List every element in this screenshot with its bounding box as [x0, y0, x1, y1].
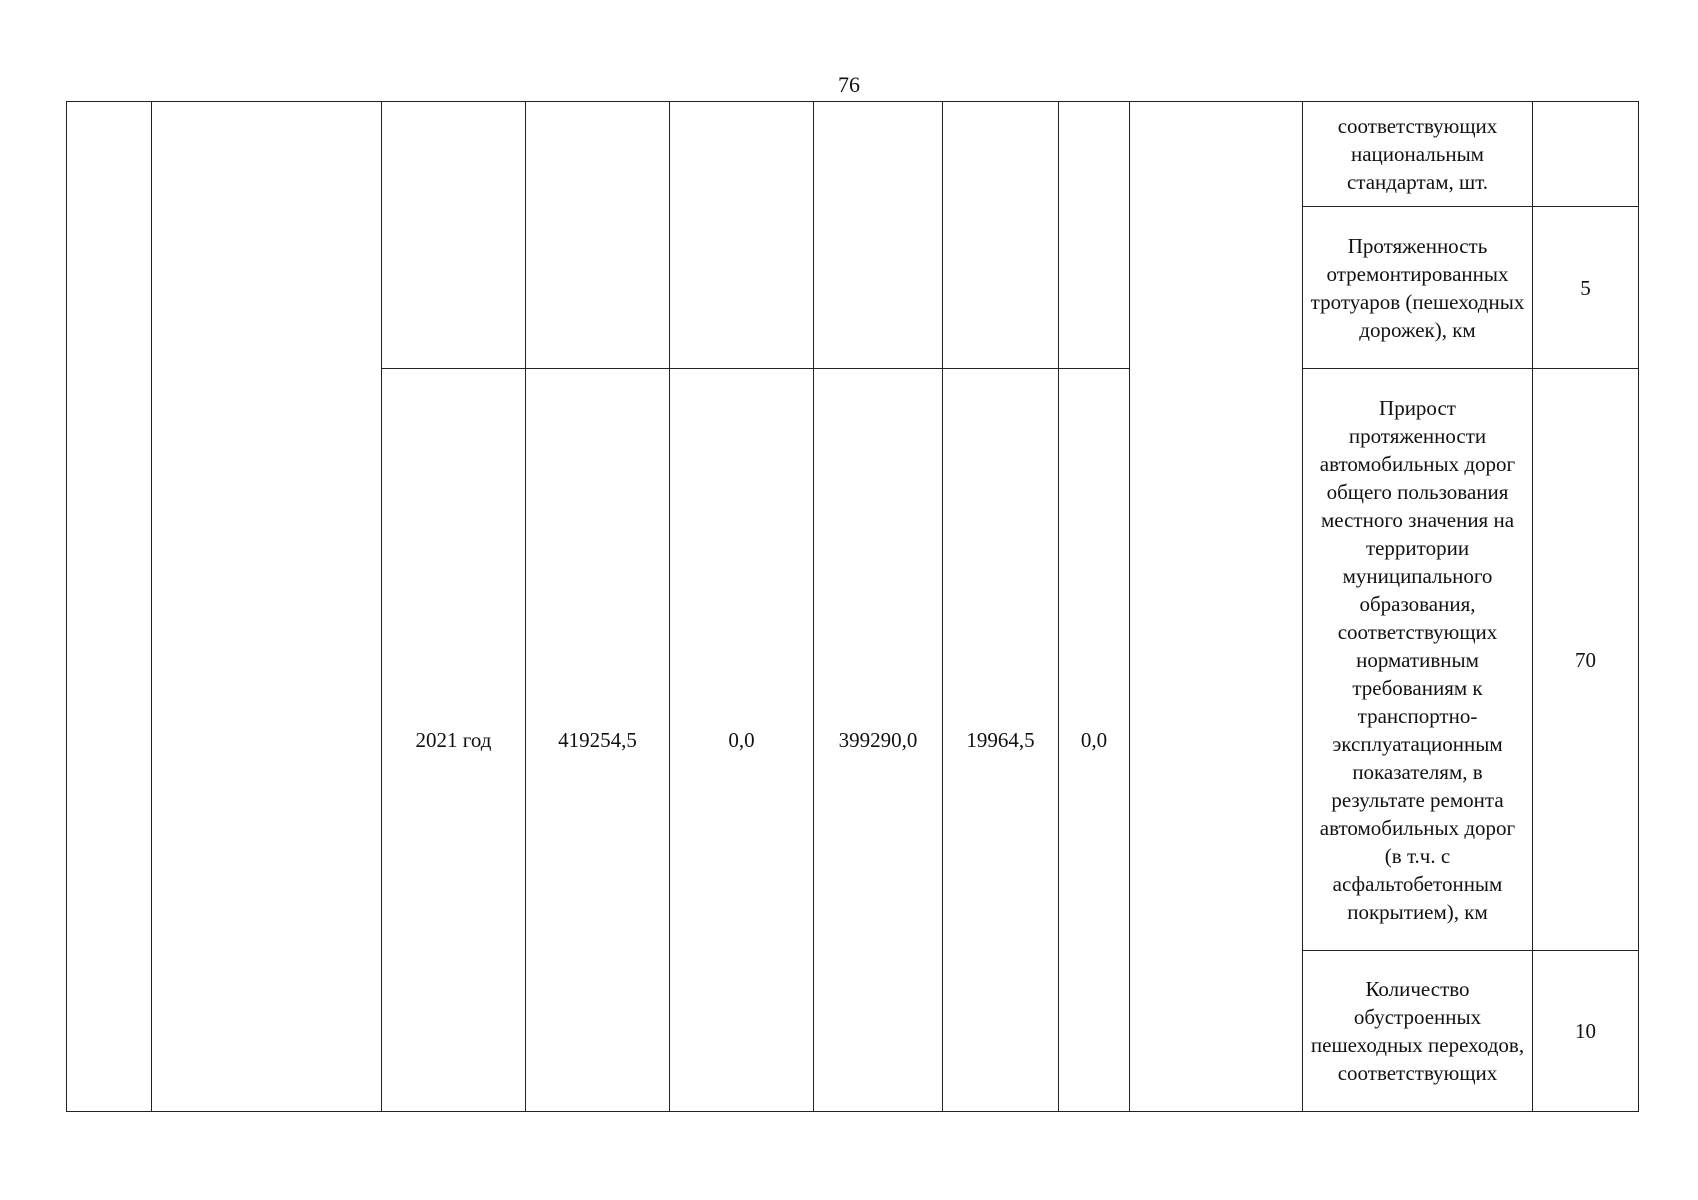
- indicator-value: [1533, 102, 1639, 207]
- col5-cell-prev: [1059, 102, 1130, 369]
- table-row: [67, 102, 1639, 207]
- total-cell: 419254,5: [526, 369, 670, 1112]
- name-cell: [152, 102, 382, 1112]
- financing-table: [66, 101, 1639, 1112]
- col2-cell: 0,0: [670, 369, 814, 1112]
- col4-cell: 19964,5: [943, 369, 1059, 1112]
- indicator-name: Количество обустроенных пешеходных переходов, соответствующих: [1303, 951, 1533, 1112]
- executor-cell: [1130, 102, 1303, 1112]
- indicator-value: 10: [1533, 951, 1639, 1112]
- page-number: 76: [838, 72, 860, 97]
- indicator-name: Прирост протяженности автомобильных дорог общего пользования местного значения на территории муниципального образования, соответствующих нормативным требованиям к транспортно-эксплуатационным показателям, в результате ремонта автомобильных дорог (в т.ч. с асфальтобетонным покрытием), км: [1303, 369, 1533, 951]
- col5-cell: 0,0: [1059, 369, 1130, 1112]
- col3-cell-prev: [814, 102, 943, 369]
- period-cell-prev: [382, 102, 526, 369]
- indicator-name: Протяженность отремонтированных тротуаров (пешеходных дорожек), км: [1303, 207, 1533, 369]
- indicator-value: 5: [1533, 207, 1639, 369]
- year-cell: 2021 год: [382, 369, 526, 1112]
- col4-cell-prev: [943, 102, 1059, 369]
- indicator-value: 70: [1533, 369, 1639, 951]
- col2-cell-prev: [670, 102, 814, 369]
- total-cell-prev: [526, 102, 670, 369]
- indicator-name: соответствующих национальным стандартам, шт.: [1303, 102, 1533, 207]
- number-cell: [67, 102, 152, 1112]
- col3-cell: 399290,0: [814, 369, 943, 1112]
